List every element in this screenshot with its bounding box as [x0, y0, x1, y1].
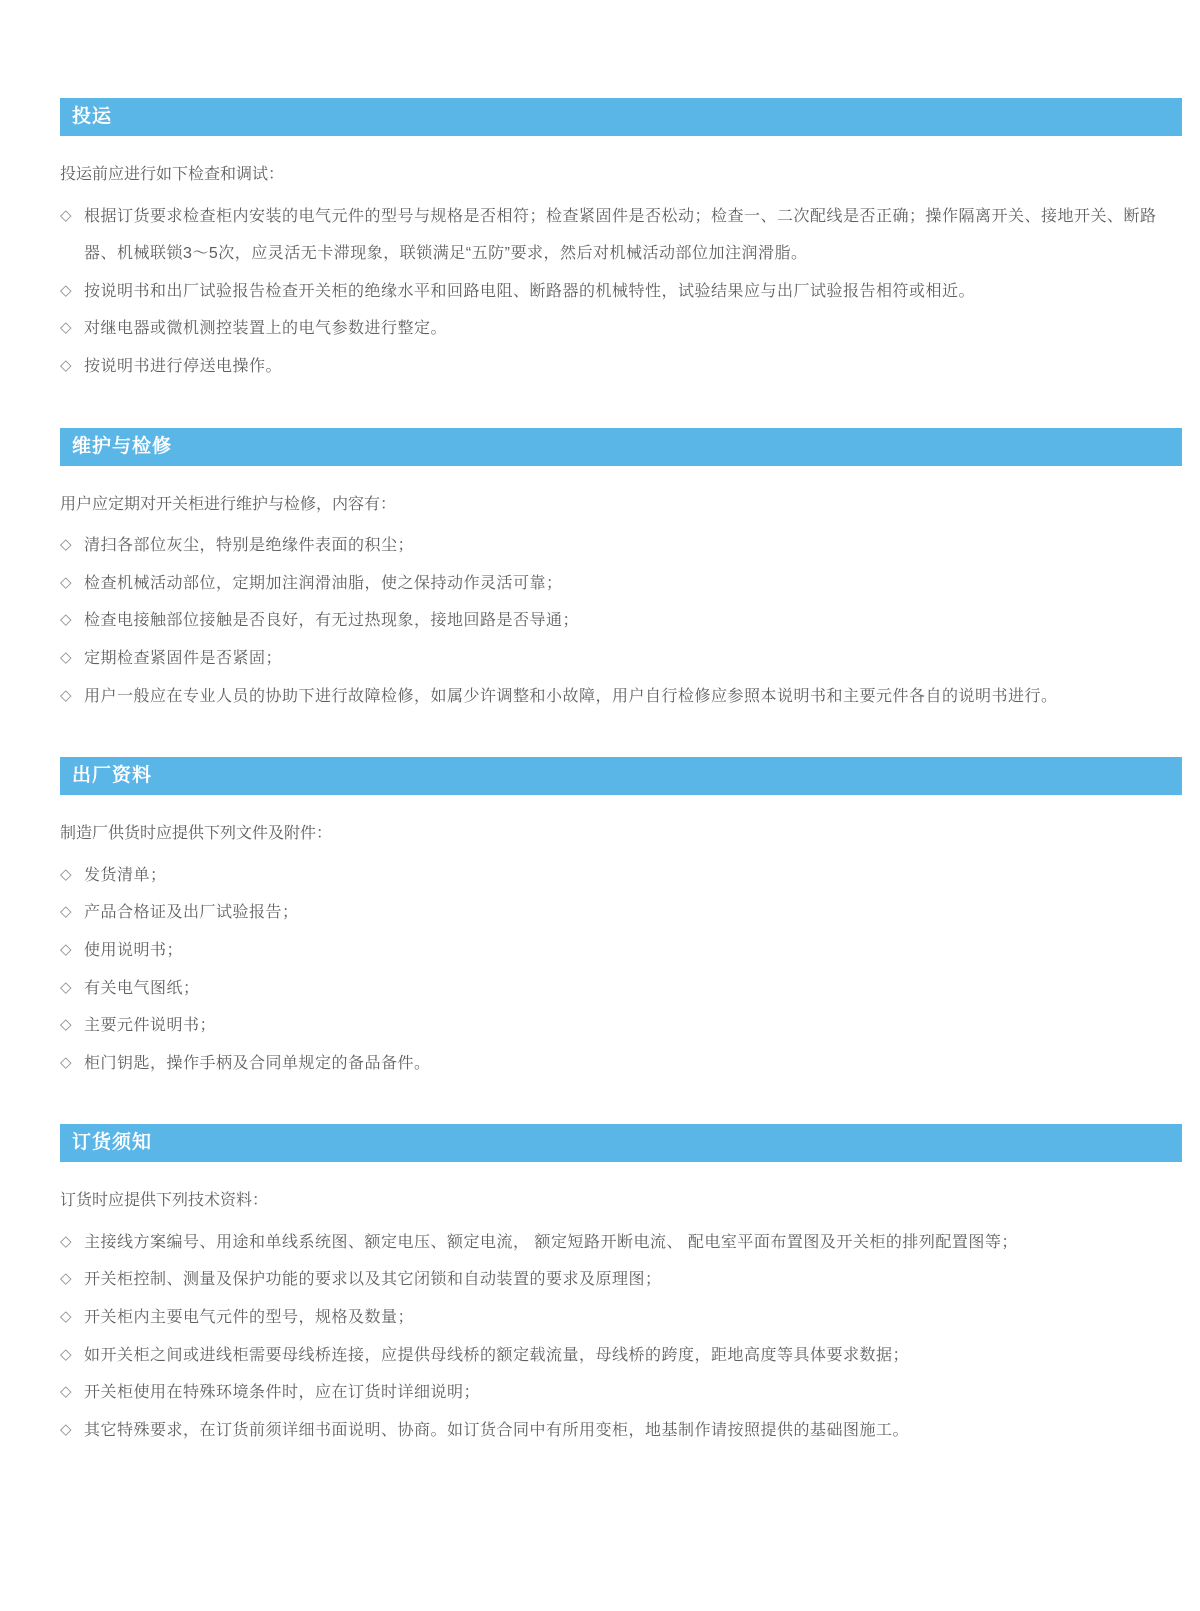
- manual-section: [60, 98, 1182, 386]
- list-item-text: 其它特殊要求，在订货前须详细书面说明、协商。如订货合同中有所用变柜，地基制作请按照提供的基础图施工。: [84, 1421, 910, 1439]
- list-item: [60, 602, 1182, 640]
- section-list: [60, 198, 1182, 386]
- section-header-bar: [60, 428, 1182, 466]
- list-item: [60, 565, 1182, 603]
- section-title: 投运: [72, 106, 113, 127]
- list-item: [60, 640, 1182, 678]
- list-item-text: 有关电气图纸；: [84, 979, 200, 997]
- diamond-bullet-icon: ◇: [60, 1270, 72, 1288]
- list-item: [60, 970, 1182, 1008]
- list-item: [60, 1261, 1182, 1299]
- list-item: [60, 1299, 1182, 1337]
- diamond-bullet-icon: ◇: [60, 978, 72, 996]
- manual-section: [60, 757, 1182, 1082]
- diamond-bullet-icon: ◇: [60, 865, 72, 883]
- section-title: 出厂资料: [72, 765, 153, 787]
- section-intro: 用户应定期对开关柜进行维护与检修，内容有：: [60, 495, 397, 513]
- list-item: [60, 1007, 1182, 1045]
- list-item: [60, 857, 1182, 895]
- list-item-text: 产品合格证及出厂试验报告；: [84, 904, 299, 922]
- manual-section: [60, 1124, 1182, 1449]
- list-item: [60, 894, 1182, 932]
- list-item-text: 检查机械活动部位，定期加注润滑油脂，使之保持动作灵活可靠；: [84, 574, 563, 592]
- section-intro: 制造厂供货时应提供下列文件及附件：: [60, 825, 333, 843]
- section-list: [60, 857, 1182, 1083]
- diamond-bullet-icon: ◇: [60, 319, 72, 337]
- diamond-bullet-icon: ◇: [60, 1016, 72, 1034]
- list-item: [60, 1045, 1182, 1083]
- diamond-bullet-icon: ◇: [60, 1232, 72, 1250]
- manual-section: [60, 428, 1182, 716]
- list-item-text: 定期检查紧固件是否紧固；: [84, 649, 283, 667]
- list-item: [60, 310, 1182, 348]
- list-item-text: 柜门钥匙，操作手柄及合同单规定的备品备件。: [84, 1054, 431, 1072]
- diamond-bullet-icon: ◇: [60, 648, 72, 666]
- diamond-bullet-icon: ◇: [60, 1345, 72, 1363]
- list-item-text: 使用说明书；: [84, 941, 184, 959]
- diamond-bullet-icon: ◇: [60, 611, 72, 629]
- diamond-bullet-icon: ◇: [60, 1053, 72, 1071]
- list-item: [60, 198, 1182, 273]
- list-item: [60, 348, 1182, 386]
- list-item-text: 用户一般应在专业人员的协助下进行故障检修，如属少许调整和小故障，用户自行检修应参照本说明书和主要元件各自的说明书进行。: [84, 687, 1058, 705]
- list-item-text: 按说明书和出厂试验报告检查开关柜的绝缘水平和回路电阻、断路器的机械特性，试验结果应与出厂试验报告相符或相近。: [84, 282, 976, 300]
- diamond-bullet-icon: ◇: [60, 903, 72, 921]
- diamond-bullet-icon: ◇: [60, 1383, 72, 1401]
- list-item-text: 发货清单；: [84, 866, 167, 884]
- diamond-bullet-icon: ◇: [60, 206, 72, 224]
- section-header-bar: [60, 757, 1182, 795]
- list-item-text: 主接线方案编号、用途和单线系统图、额定电压、额定电流， 额定短路开断电流、 配电室平面布置图及开关柜的排列配置图等；: [84, 1233, 1018, 1251]
- list-item: [60, 1412, 1182, 1450]
- list-item-text: 如开关柜之间或进线柜需要母线桥连接，应提供母线桥的额定载流量，母线桥的跨度，距地高度等具体要求数据；: [84, 1346, 910, 1364]
- list-item: [60, 1337, 1182, 1375]
- diamond-bullet-icon: ◇: [60, 1308, 72, 1326]
- section-list: [60, 1224, 1182, 1450]
- diamond-bullet-icon: ◇: [60, 281, 72, 299]
- list-item: [60, 1374, 1182, 1412]
- list-item-text: 主要元件说明书；: [84, 1017, 217, 1035]
- section-header-bar: [60, 98, 1182, 136]
- list-item: [60, 678, 1182, 716]
- diamond-bullet-icon: ◇: [60, 1420, 72, 1438]
- diamond-bullet-icon: ◇: [60, 686, 72, 704]
- list-item-text: 根据订货要求检查柜内安装的电气元件的型号与规格是否相符；检查紧固件是否松动；检查一、二次配线是否正确；操作隔离开关、接地开关、断路器、机械联锁3～5次，应灵活无卡滞现象，联锁满足“五防”要求，然后对机械活动部位加注润滑脂。: [84, 207, 1157, 263]
- diamond-bullet-icon: ◇: [60, 536, 72, 554]
- section-title: 维护与检修: [72, 435, 173, 457]
- diamond-bullet-icon: ◇: [60, 356, 72, 374]
- list-item-text: 清扫各部位灰尘，特别是绝缘件表面的积尘；: [84, 537, 415, 555]
- list-item: [60, 932, 1182, 970]
- section-intro: 投运前应进行如下检查和调试：: [60, 166, 285, 183]
- list-item-text: 检查电接触部位接触是否良好，有无过热现象，接地回路是否导通；: [84, 612, 580, 630]
- diamond-bullet-icon: ◇: [60, 940, 72, 958]
- list-item-text: 开关柜使用在特殊环境条件时，应在订货时详细说明；: [84, 1384, 481, 1402]
- list-item-text: 按说明书进行停送电操作。: [84, 357, 283, 375]
- list-item-text: 对继电器或微机测控装置上的电气参数进行整定。: [84, 320, 448, 338]
- list-item-text: 开关柜内主要电气元件的型号，规格及数量；: [84, 1309, 415, 1327]
- list-item-text: 开关柜控制、测量及保护功能的要求以及其它闭锁和自动装置的要求及原理图；: [84, 1271, 662, 1289]
- list-item: [60, 527, 1182, 565]
- section-header-bar: [60, 1124, 1182, 1162]
- list-item: [60, 1224, 1182, 1262]
- document-body: [60, 98, 1182, 1449]
- section-title: 订货须知: [72, 1132, 153, 1154]
- list-item: [60, 273, 1182, 311]
- section-intro: 订货时应提供下列技术资料：: [60, 1192, 269, 1210]
- diamond-bullet-icon: ◇: [60, 573, 72, 591]
- section-list: [60, 527, 1182, 715]
